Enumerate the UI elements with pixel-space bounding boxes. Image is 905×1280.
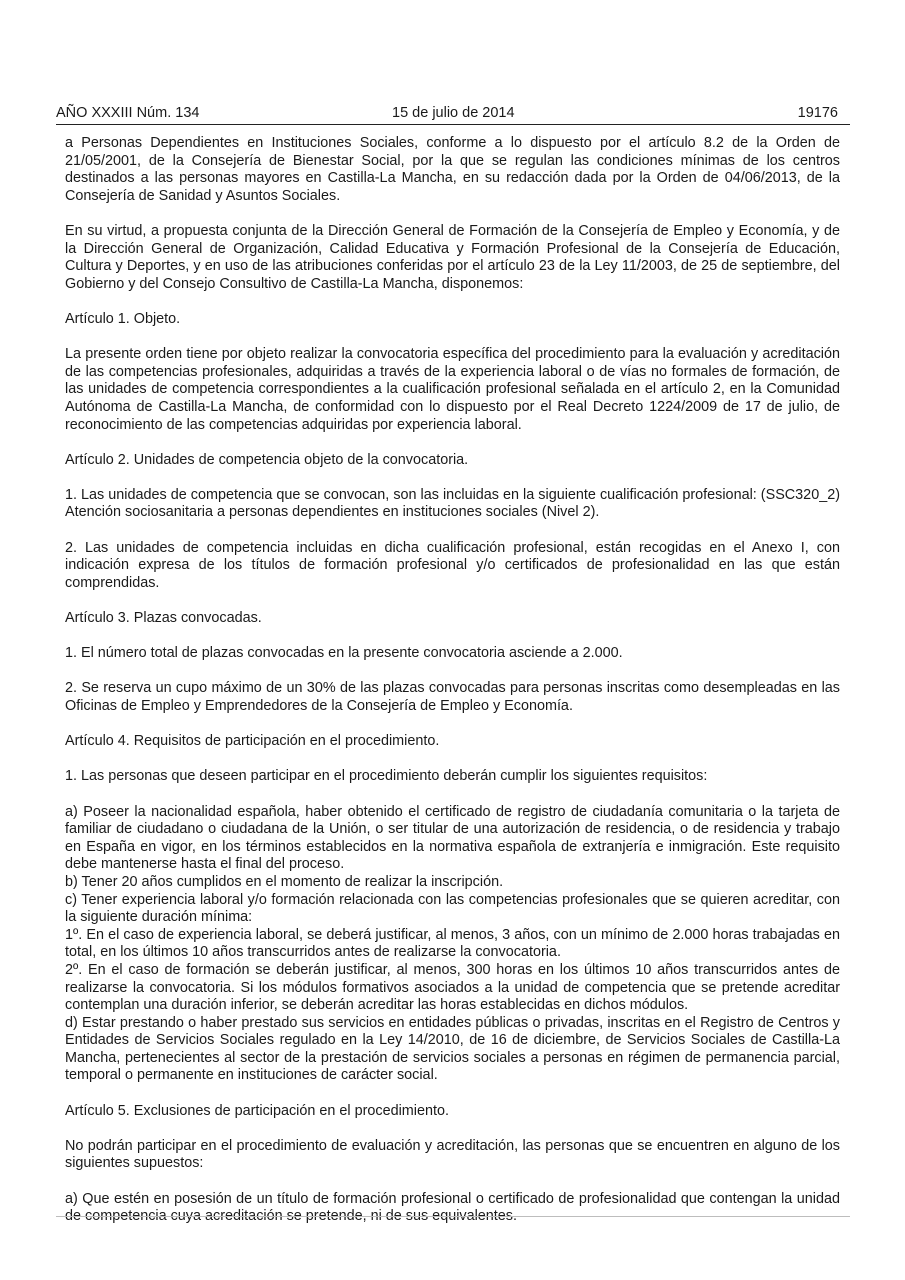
- page-number: 19176: [797, 105, 838, 121]
- page-header: [56, 104, 850, 125]
- article-1-text: La presente orden tiene por objeto realizar la convocatoria específica del procedimiento para la evaluación y acreditación de las competencias profesionales, adquiridas a través de la experiencia laboral o de vías no formales de formación, de las unidades de competencia correspondientes a la cualificación profesional señalada en el artículo 2, en la Comunidad Autónoma de Castilla-La Mancha, de conformidad con lo dispuesto por el Real Decreto 1224/2009 de 17 de julio, de reconocimiento de las competencias adquiridas por experiencia laboral.: [65, 346, 840, 433]
- article-3-point-1: 1. El número total de plazas convocadas en la presente convocatoria asciende a 2.000.: [65, 645, 623, 662]
- article-2-heading: Artículo 2. Unidades de competencia objeto de la convocatoria.: [65, 451, 469, 468]
- issue-number: AÑO XXXIII Núm. 134: [56, 105, 200, 121]
- article-5-intro: No podrán participar en el procedimiento de evaluación y acreditación, las personas que se encuentren en alguno de los siguientes supuestos:: [65, 1137, 840, 1172]
- article-5-heading: Artículo 5. Exclusiones de participación en el procedimiento.: [65, 1102, 449, 1119]
- article-5-item-a: a) Que estén en posesión de un título de formación profesional o certificado de profesionalidad que contengan la unidad de competencia cuya acreditación se pretende, ni de sus equivalentes.: [65, 1190, 840, 1225]
- article-4-heading: Artículo 4. Requisitos de participación en el procedimiento.: [65, 733, 440, 750]
- document-body: [65, 135, 840, 1226]
- article-2-point-2: 2. Las unidades de competencia incluidas en dicha cualificación profesional, están recogidas en el Anexo I, con indicación expresa de los títulos de formación profesional y/o certificados de profesionalidad en las que están comprendidas.: [65, 539, 840, 591]
- publication-date: 15 de julio de 2014: [392, 105, 515, 121]
- article-1-heading: Artículo 1. Objeto.: [65, 310, 181, 327]
- paragraph-intro-continuation: a Personas Dependientes en Instituciones Sociales, conforme a lo dispuesto por el artículo 8.2 de la Orden de 21/05/2001, de la Consejería de Bienestar Social, por la que se regulan las condiciones mínimas de los centros destinados a las personas mayores en Castilla-La Mancha, en su redacción dada por la Orden de 04/06/2013, de la Consejería de Sanidad y Asuntos Sociales.: [65, 135, 840, 204]
- footer-divider: [56, 1216, 850, 1217]
- requirement-b: b) Tener 20 años cumplidos en el momento de realizar la inscripción.: [65, 873, 504, 890]
- article-2-point-1: 1. Las unidades de competencia que se convocan, son las incluidas en la siguiente cualificación profesional: (SSC320_2) Atención sociosanitaria a personas dependientes en instituciones sociales (Nivel 2).: [65, 486, 840, 521]
- paragraph-en-su-virtud: En su virtud, a propuesta conjunta de la Dirección General de Formación de la Consejería de Empleo y Economía, y de la Dirección General de Organización, Calidad Educativa y Formación Profesional de la Consejería de Educación, Cultura y Deportes, y en uso de las atribuciones conferidas por el artículo 23 de la Ley 11/2003, de 25 de septiembre, del Gobierno y del Consejo Consultivo de Castilla-La Mancha, disponemos:: [65, 222, 840, 292]
- article-3-heading: Artículo 3. Plazas convocadas.: [65, 610, 262, 627]
- requirement-c-2: 2º. En el caso de formación se deberán justificar, al menos, 300 horas en los últimos 10 años transcurridos antes de realizarse la convocatoria. Si los módulos formativos asociados a la unidad de competencia que se pretende acreditar contemplan una duración inferior, se deberán acreditar las horas establecidas en dichos módulos.: [65, 961, 840, 1014]
- requirement-a: a) Poseer la nacionalidad española, haber obtenido el certificado de registro de ciudadanía comunitaria o la tarjeta de familiar de ciudadano o ciudadana de la Unión, o ser titular de una autorización de residencia, o de residencia y trabajo en España en vigor, en los términos establecidos en la normativa española de extranjería e inmigración. Este requisito debe mantenerse hasta el final del proceso.: [65, 803, 840, 873]
- requirement-d: d) Estar prestando o haber prestado sus servicios en entidades públicas o privadas, inscritas en el Registro de Centros y Entidades de Servicios Sociales regulado en la Ley 14/2010, de 16 de diciembre, de Servicios Sociales de Castilla-La Mancha, pertenecientes al sector de la prestación de servicios sociales a personas en régimen de permanencia parcial, temporal o permanente en instituciones de carácter social.: [65, 1014, 840, 1084]
- requirement-c-1: 1º. En el caso de experiencia laboral, se deberá justificar, al menos, 3 años, con un mínimo de 2.000 horas trabajadas en total, en los últimos 10 años transcurridos antes de realizarse la convocatoria.: [65, 926, 840, 961]
- article-3-point-2: 2. Se reserva un cupo máximo de un 30% de las plazas convocadas para personas inscritas como desempleadas en las Oficinas de Empleo y Emprendedores de la Consejería de Empleo y Economía.: [65, 680, 840, 714]
- article-4-point-1: 1. Las personas que deseen participar en el procedimiento deberán cumplir los siguientes requisitos:: [65, 768, 708, 785]
- requirement-c: c) Tener experiencia laboral y/o formación relacionada con las competencias profesionales que se quieren acreditar, con la siguiente duración mínima:: [65, 891, 840, 926]
